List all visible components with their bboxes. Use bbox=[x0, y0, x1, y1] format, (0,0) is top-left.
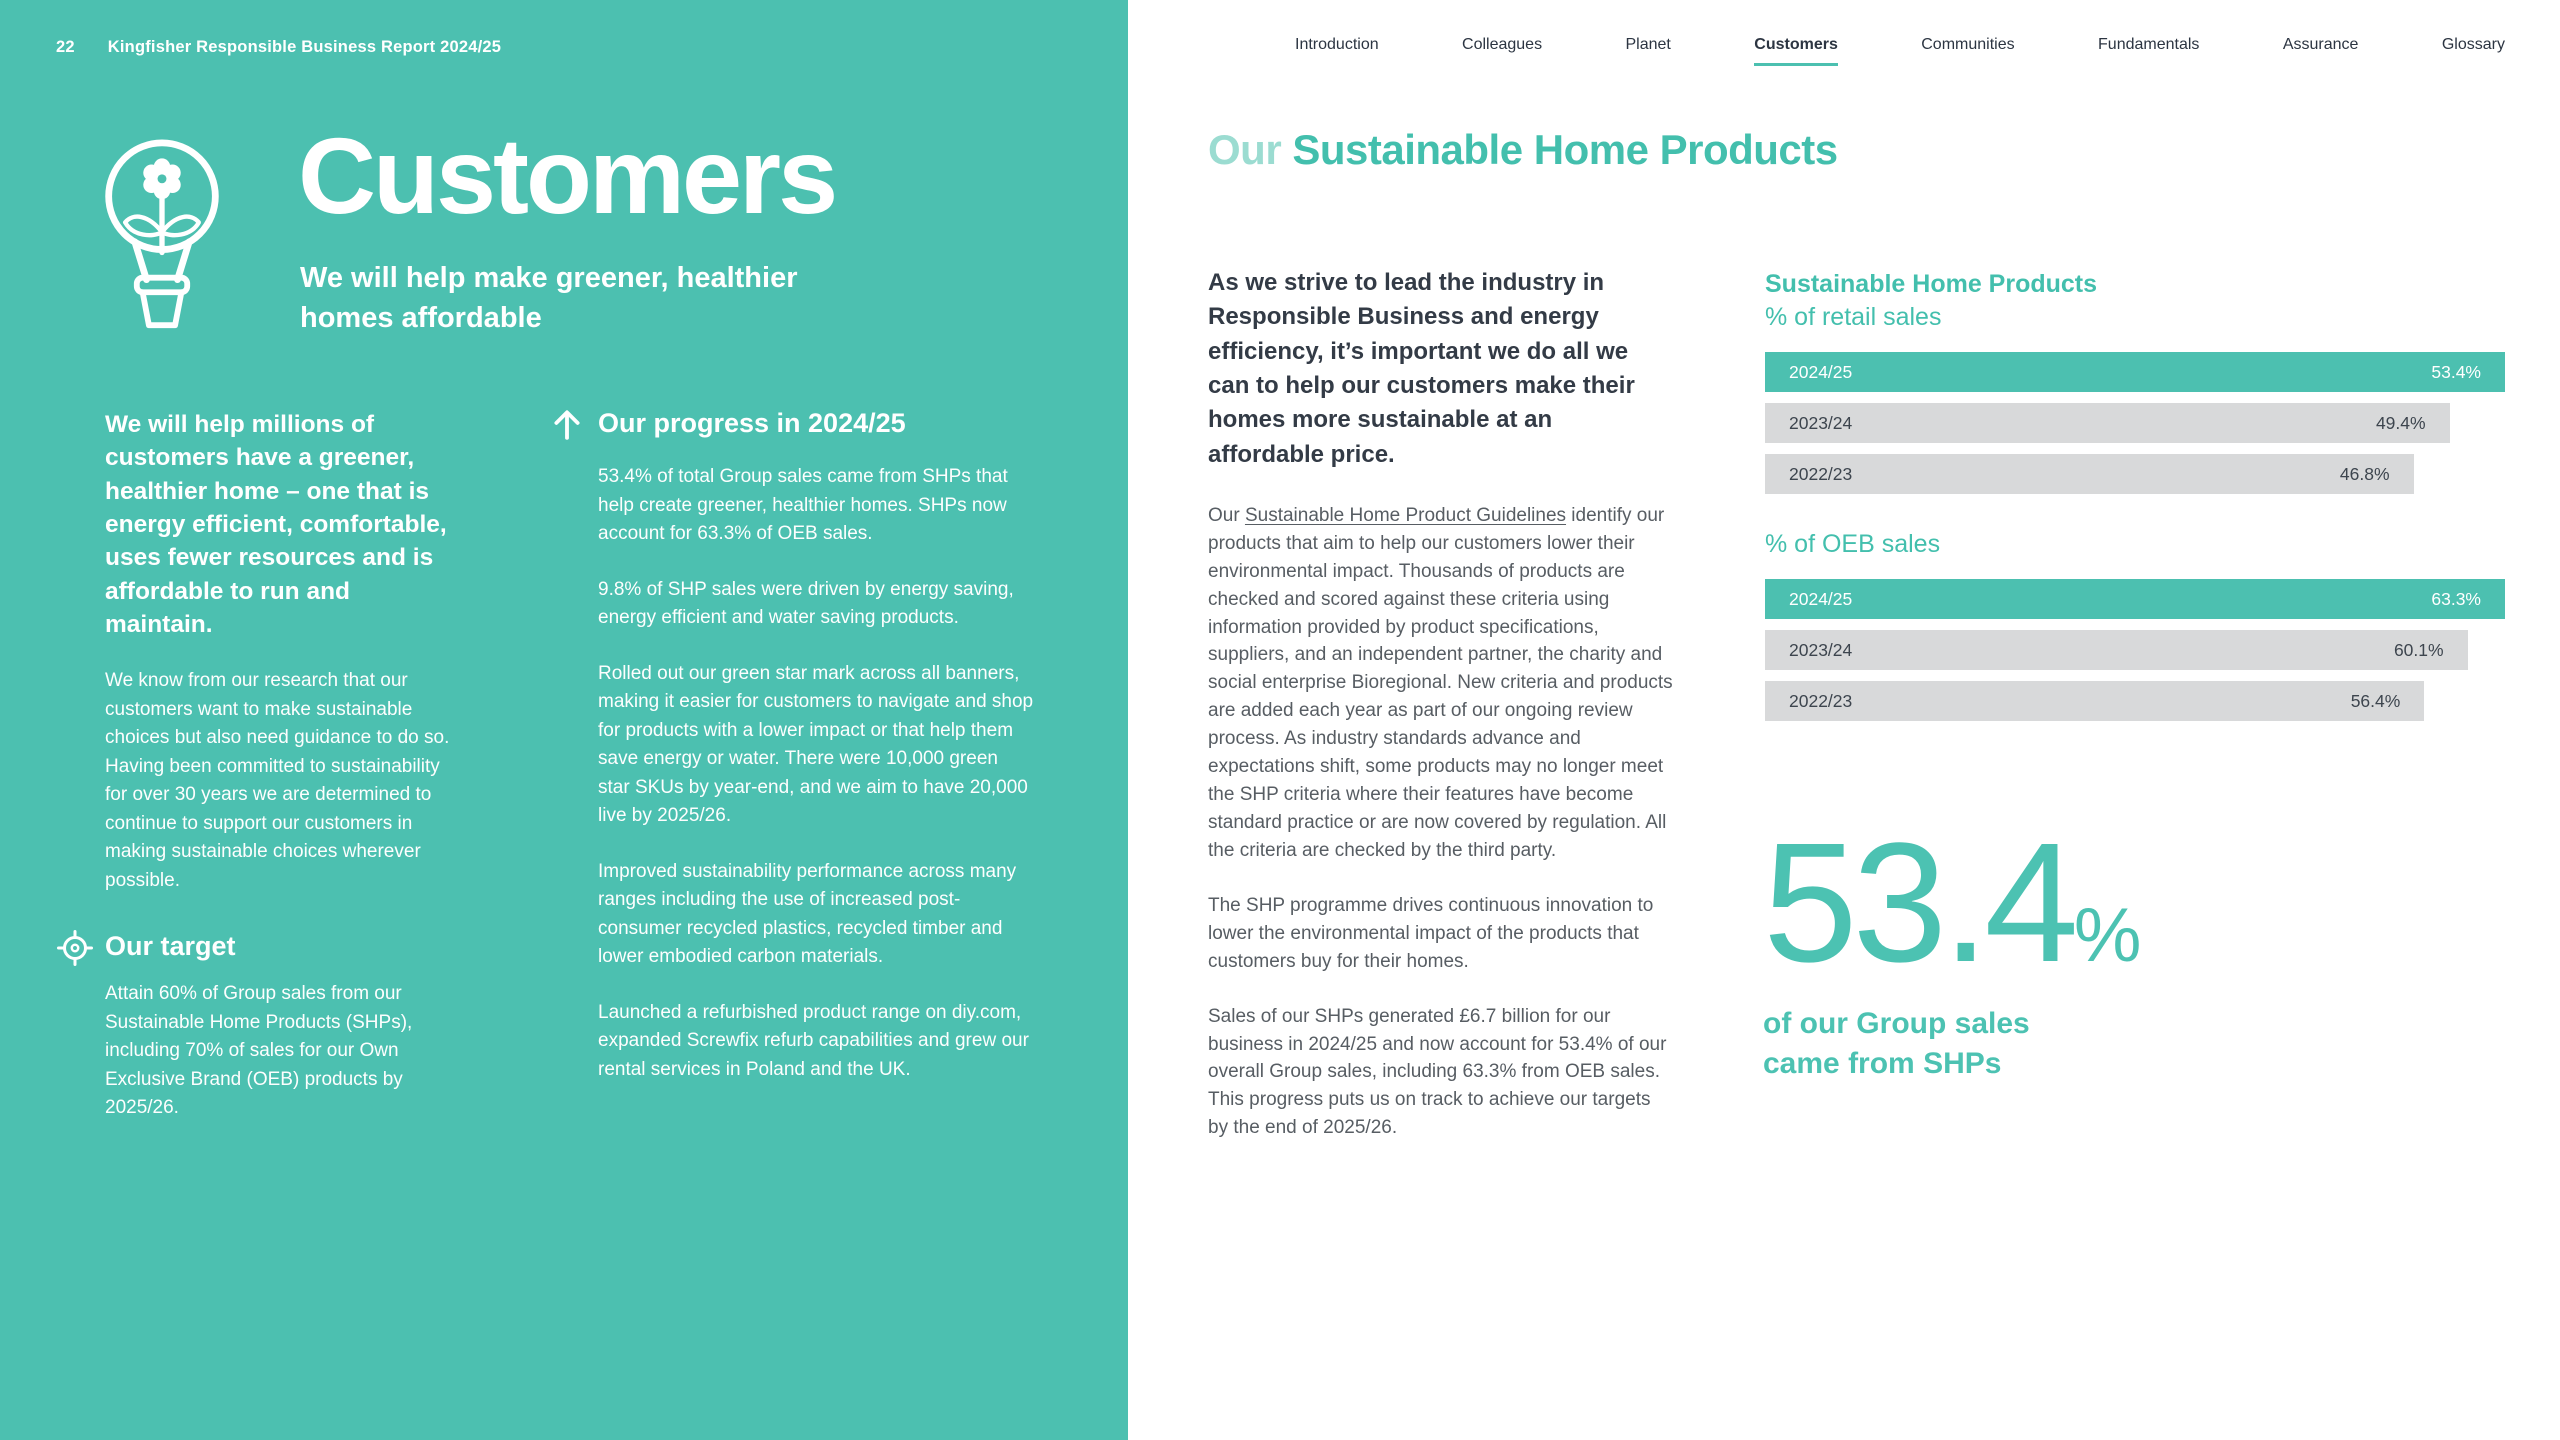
our-target-header bbox=[105, 931, 450, 962]
guidelines-paragraph-post: identify our products that aim to help our customers lower their environmental impact. Thousands of products are checked and scored against these criteria using information provided by product specifications, suppliers, and an independent partner, the charity and social enterprise Bioregional. New criteria and products are added each year as part of our ongoing review process. As industry standards advance and expectations shift, some products may no longer meet the SHP criteria where their features have become standard practice or are now covered by regulation. All the criteria are checked by the third party. bbox=[1208, 504, 1673, 861]
bar-year-label: 2024/25 bbox=[1789, 361, 1853, 382]
bar-row bbox=[1765, 630, 2505, 670]
our-target-heading: Our target bbox=[105, 931, 236, 962]
bar-year-label: 2024/25 bbox=[1789, 588, 1853, 609]
progress-item: 53.4% of total Group sales came from SHPs that help create greener, healthier homes. SHPs now account for 63.3% of OEB sales. bbox=[598, 466, 1008, 544]
chart-title: Sustainable Home Products bbox=[1765, 270, 2098, 298]
nav-item[interactable]: Glossary bbox=[2441, 36, 2505, 53]
stat-number bbox=[1763, 808, 2323, 998]
guidelines-paragraph bbox=[1208, 502, 1673, 865]
page-number: 22 bbox=[56, 38, 75, 56]
retail-sales-bar-chart bbox=[1765, 352, 2505, 494]
shp-sales-paragraph: Sales of our SHPs generated £6.7 billion for our business in 2024/25 and now account for 53.4% of our overall Group sales, including 63.3% from OEB sales. This progress puts us on track to achieve our targets by the end of 2025/26. bbox=[1208, 1005, 1667, 1139]
bar bbox=[1765, 579, 2505, 619]
bar bbox=[1765, 403, 2450, 443]
shp-charts bbox=[1765, 270, 2505, 732]
nav-item[interactable]: Assurance bbox=[2282, 36, 2359, 53]
ambition-lead: We will help millions of customers have a greener, healthier home – one that is energy efficient, comfortable, uses fewer resources and is affordable to run and maintain. bbox=[105, 411, 447, 638]
arrow-up-icon bbox=[550, 407, 584, 441]
page-heading-our: Our bbox=[1208, 126, 1282, 173]
bar-value-label: 46.8% bbox=[2339, 463, 2390, 484]
our-progress-header bbox=[598, 408, 1034, 439]
stat-caption: of our Group sales came from SHPs bbox=[1763, 1007, 2030, 1080]
bar-row bbox=[1765, 403, 2505, 443]
guidelines-paragraph-pre: Our bbox=[1208, 504, 1245, 526]
progress-item: 9.8% of SHP sales were driven by energy saving, energy efficient and water saving products. bbox=[598, 578, 1014, 628]
oeb-sales-chart-subtitle: % of OEB sales bbox=[1765, 530, 1941, 558]
report-title: Kingfisher Responsible Business Report 2024/25 bbox=[107, 38, 502, 56]
stat-unit: % bbox=[2073, 893, 2142, 978]
ambition-column bbox=[105, 408, 450, 1123]
bar bbox=[1765, 454, 2414, 494]
chapter-title: Customers bbox=[298, 115, 836, 236]
bar-value-label: 60.1% bbox=[2393, 639, 2444, 660]
nav-item[interactable]: Customers bbox=[1754, 36, 1838, 66]
bar-value-label: 53.4% bbox=[2431, 361, 2481, 382]
retail-sales-chart-subtitle: % of retail sales bbox=[1765, 303, 1942, 331]
bar-value-label: 49.4% bbox=[2375, 412, 2426, 433]
bar-year-label: 2023/24 bbox=[1789, 412, 1853, 433]
stat-value: 53.4 bbox=[1763, 808, 2074, 998]
top-nav bbox=[1295, 36, 2505, 66]
bar-row bbox=[1765, 681, 2505, 721]
lightbulb-plant-icon bbox=[98, 134, 226, 338]
page-heading bbox=[1208, 126, 1838, 174]
progress-column bbox=[598, 408, 1034, 1111]
our-progress-heading: Our progress in 2024/25 bbox=[598, 408, 906, 438]
ambition-body: We know from our research that our customers want to make sustainable choices but also need guidance to do so. Having been committed to sustainability for over 30 years we are determined to continue to support our customers in making sustainable choices wherever possible. bbox=[105, 670, 450, 891]
target-icon bbox=[57, 930, 93, 966]
page-heading-rest: Sustainable Home Products bbox=[1292, 126, 1838, 173]
nav-item[interactable]: Introduction bbox=[1295, 36, 1379, 53]
nav-item[interactable]: Planet bbox=[1625, 36, 1671, 53]
shp-programme-paragraph: The SHP programme drives continuous innovation to lower the environmental impact of the products that customers buy for their homes. bbox=[1208, 894, 1654, 972]
progress-item: Rolled out our green star mark across all banners, making it easier for customers to navigate and shop for products with a lower impact or that help them save energy or water. There were 10,000 green star SKUs by year-end, and we aim to have 20,000 live by 2025/26. bbox=[598, 662, 1034, 826]
target-body: Attain 60% of Group sales from our Sustainable Home Products (SHPs), including 70% of sales for our Own Exclusive Brand (OEB) products by 2025/26. bbox=[105, 983, 413, 1119]
main-text-column bbox=[1208, 266, 1673, 1169]
intro-statement: As we strive to lead the industry in Responsible Business and energy efficiency, it’s important we do all we can to help our customers make their homes more sustainable at an affordable price. bbox=[1208, 269, 1635, 468]
progress-item: Improved sustainability performance across many ranges including the use of increased post-consumer recycled plastics, recycled timber and lower embodied carbon materials. bbox=[598, 860, 1017, 967]
bar bbox=[1765, 681, 2424, 721]
progress-item: Launched a refurbished product range on diy.com, expanded Screwfix refurb capabilities and grew our rental services in Poland and the UK. bbox=[598, 1001, 1029, 1080]
bar-year-label: 2022/23 bbox=[1789, 690, 1853, 711]
bar bbox=[1765, 352, 2505, 392]
bar bbox=[1765, 630, 2468, 670]
bar-value-label: 56.4% bbox=[2350, 690, 2401, 711]
page-header bbox=[56, 38, 501, 57]
oeb-sales-bar-chart bbox=[1765, 579, 2505, 721]
bar-value-label: 63.3% bbox=[2431, 588, 2481, 609]
bar-year-label: 2023/24 bbox=[1789, 639, 1853, 660]
nav-item[interactable]: Colleagues bbox=[1462, 36, 1543, 53]
bar-row bbox=[1765, 352, 2505, 392]
bar-row bbox=[1765, 454, 2505, 494]
nav-item[interactable]: Communities bbox=[1921, 36, 2015, 53]
bar-year-label: 2022/23 bbox=[1789, 463, 1853, 484]
bar-row bbox=[1765, 579, 2505, 619]
nav-item[interactable]: Fundamentals bbox=[2098, 36, 2200, 53]
customers-chapter-panel bbox=[0, 0, 1128, 1440]
chapter-subtitle: We will help make greener, healthier homes affordable bbox=[300, 262, 798, 335]
shp-guidelines-link[interactable]: Sustainable Home Product Guidelines bbox=[1244, 504, 1567, 526]
key-stat bbox=[1763, 808, 2323, 1083]
